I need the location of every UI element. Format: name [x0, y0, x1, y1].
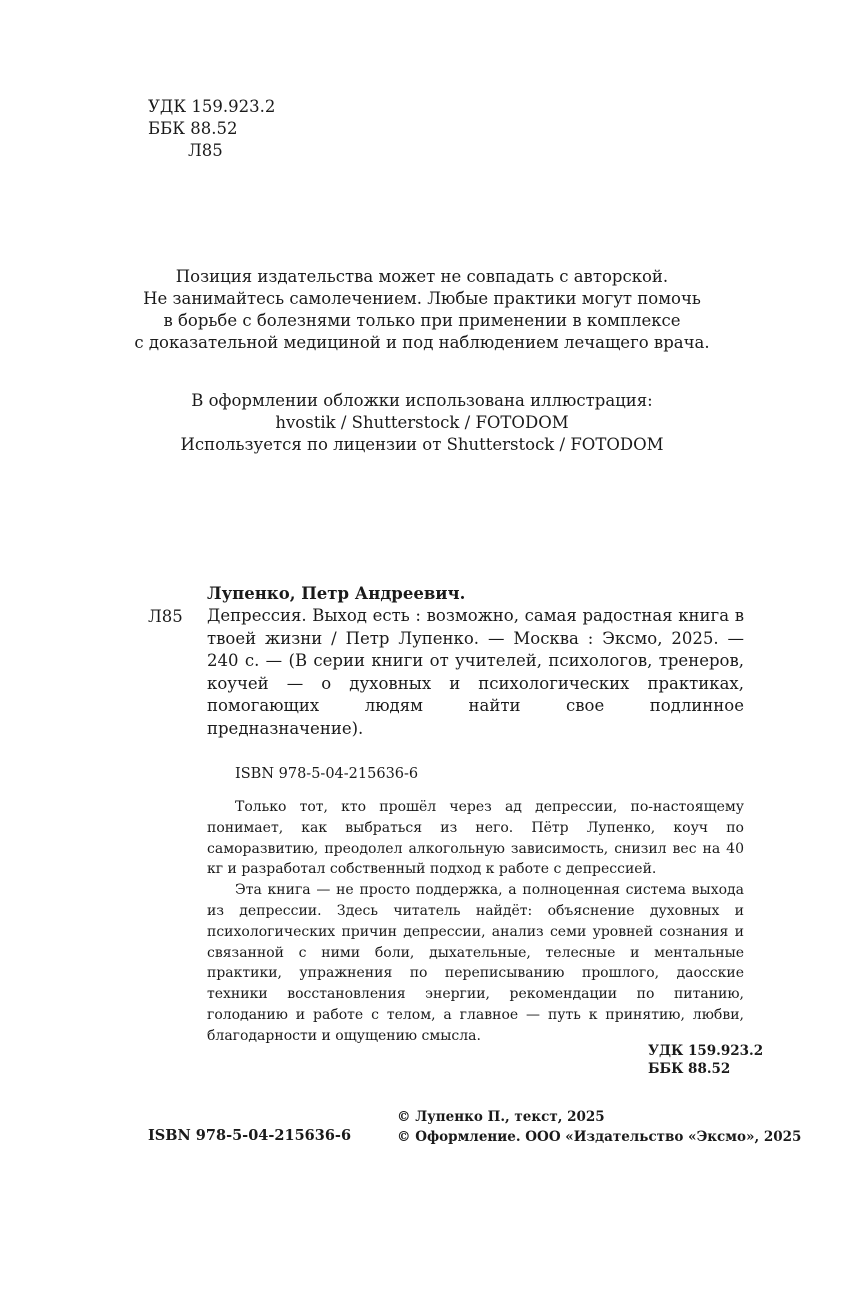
catalog-author-heading: Лупенко, Петр Андреевич. — [207, 584, 466, 603]
annotation-paragraph: Только тот, кто прошёл через ад депрессии, по-настоящему понимает, как выбраться из него. Пётр Лупенко, коуч по саморазвитию, преодолел алкогольную зависимость, снизил вес на 40 кг и разработал собственный подход к работе с депрессией. — [207, 799, 744, 878]
footer-udk: УДК 159.923.2 — [648, 1043, 764, 1059]
annotation — [207, 797, 744, 1047]
publisher-notice — [0, 266, 844, 354]
cover-credit-line: В оформлении обложки использована иллюстрация: — [191, 391, 653, 410]
annotation-paragraph: Эта книга — не просто поддержка, а полноценная система выхода из депрессии. Здесь читатель найдёт: объяснение духовных и психологических причин депрессии, анализ семи уровней сознания и связанной с ними боли, дыхательные, телесные и ментальные практики, упражнения по переписыванию прошлого, даосские техники восстановления энергии, рекомендации по питанию, голоданию и работе с телом, а главное — путь к принятию, любви, благодарности и ощущению смысла. — [207, 882, 744, 1044]
copyright-design: © Оформление. ООО «Издательство «Эксмо», 2025 — [397, 1128, 802, 1145]
classification-codes — [148, 96, 275, 162]
cover-credit-line: hvostik / Shutterstock / FOTODOM — [275, 413, 569, 432]
catalog-description: Депрессия. Выход есть : возможно, самая радостная книга в твоей жизни / Петр Лупенко. — Москва : Эксмо, 2025. — 240 с. — (В серии книги от учителей, психологов, тренеров, коучей — о духовных и психологических практиках, помогающих людям найти свое подлинное предназначение). — [207, 606, 744, 738]
notice-line: с доказательной медициной и под наблюдением лечащего врача. — [134, 333, 710, 352]
catalog-isbn: ISBN 978-5-04-215636-6 — [235, 766, 419, 782]
copyright-block — [397, 1108, 801, 1147]
cover-credit-line: Используется по лицензии от Shutterstock / FOTODOM — [180, 435, 664, 454]
notice-line: Позиция издательства может не совпадать с авторской. — [175, 267, 669, 286]
cover-credit — [0, 390, 844, 456]
notice-line: в борьбе с болезнями только при применении в комплексе — [163, 311, 681, 330]
footer-isbn: ISBN 978-5-04-215636-6 — [148, 1127, 352, 1144]
notice-line: Не занимайтесь самолечением. Любые практики могут помочь — [143, 289, 701, 308]
author-mark: Л85 — [188, 141, 223, 160]
catalog-index: Л85 — [148, 607, 183, 626]
copyright-text: © Лупенко П., текст, 2025 — [397, 1109, 605, 1125]
footer-codes — [648, 1042, 763, 1078]
footer-bbk: ББК 88.52 — [648, 1061, 731, 1077]
bbk-code: ББК 88.52 — [148, 119, 238, 138]
udk-code: УДК 159.923.2 — [148, 97, 276, 116]
